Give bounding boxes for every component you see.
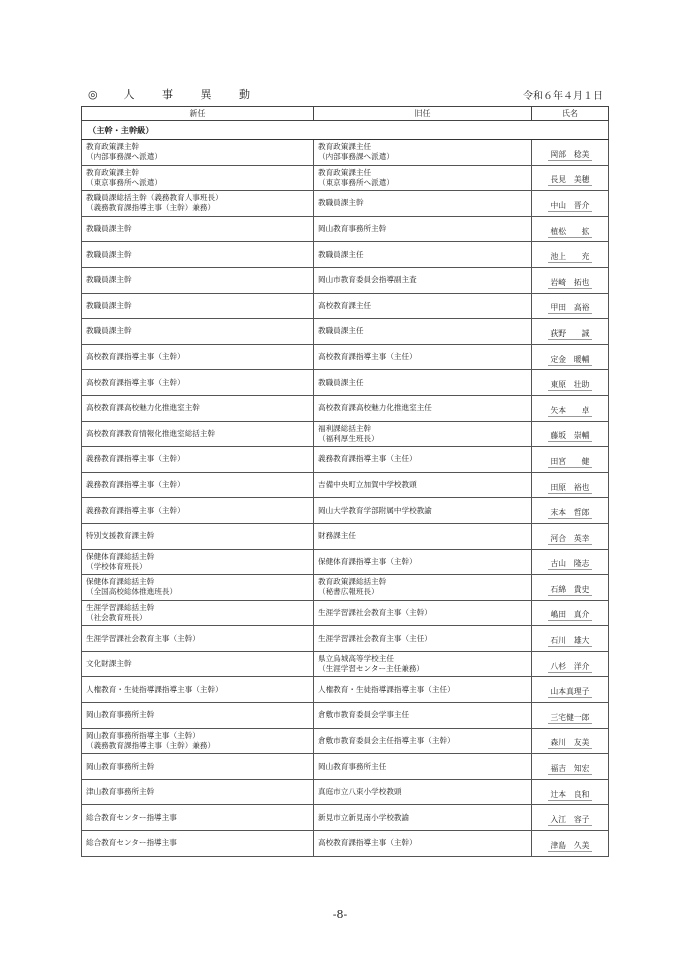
new-position-cell-line: （東京事務所へ派遣） [86,177,162,187]
new-position-cell-line: （義務教育課指導主事（主幹）兼務） [86,740,216,750]
old-position-cell [314,498,532,524]
person-name: 末本 哲郎 [548,508,593,519]
table-row [82,549,609,575]
old-position-cell-line: 教職員課主任 [318,249,364,259]
table-row [82,370,609,396]
old-position-cell-line: 教職員課主任 [318,377,364,387]
new-position-cell-line: 教育政策課主幹 [86,142,140,152]
person-name-cell [532,242,609,268]
person-name: 石川 雄大 [548,636,593,647]
table-row [82,523,609,549]
table-row [82,677,609,703]
new-position-cell [82,754,314,780]
person-name-cell [532,831,609,857]
table-header-row [82,107,609,121]
person-name-cell [532,140,609,166]
person-name-cell [532,498,609,524]
new-position-cell-line: 生涯学習課総括主幹 [86,602,155,612]
new-position-cell [82,498,314,524]
person-name: 甲田 高裕 [548,303,593,314]
old-position-cell-line: 真庭市立八束小学校教頭 [318,787,402,797]
title-char: 人 [123,88,135,101]
old-position-cell-line: 高校教育課指導主事（主幹） [318,838,417,848]
person-name: 荻野 誠 [548,329,593,340]
new-position-cell-line: 保健体育課総括主幹 [86,577,155,587]
table-row [82,267,609,293]
new-position-cell [82,319,314,345]
new-position-cell-line: 特別支援教育課主幹 [86,531,155,541]
table-row [82,703,609,729]
old-position-cell [314,242,532,268]
new-position-cell [82,216,314,242]
person-name-cell [532,626,609,652]
person-name-cell [532,677,609,703]
new-position-cell [82,831,314,857]
new-position-cell-line: 高校教育課教育情報化推進室総括主幹 [86,428,216,438]
person-name-cell [532,703,609,729]
old-position-cell-line: （福利厚生班長） [318,433,379,443]
person-name: 藤坂 崇輔 [548,431,593,442]
person-name-cell [532,191,609,217]
old-position-cell [314,216,532,242]
double-circle-icon: ◎ [88,88,98,101]
new-position-cell [82,140,314,166]
new-position-cell [82,549,314,575]
new-position-cell-line: 教職員課主幹 [86,300,132,310]
old-position-cell-line: 新見市立新見南小学校教諭 [318,812,410,822]
old-position-cell-line: （東京事務所へ派遣） [318,177,394,187]
new-position-cell-line: 義務教育課指導主事（主幹） [86,454,185,464]
old-position-cell [314,472,532,498]
table-row [82,805,609,831]
person-name: 定金 暖輔 [548,355,593,366]
old-position-cell-line: 倉敷市教育委員会主任指導主事（主幹） [318,735,455,745]
new-position-cell-line: 岡山教育事務所主幹 [86,710,155,720]
old-position-cell-line: 福利課総括主幹 [318,423,372,433]
new-position-cell [82,805,314,831]
table-row [82,447,609,473]
new-position-cell-line: 文化財課主幹 [86,659,132,669]
table-row [82,293,609,319]
table-row [82,421,609,447]
new-position-cell-line: 教職員課主幹 [86,249,132,259]
new-position-cell-line: 教職員課主幹 [86,224,132,234]
old-position-cell [314,677,532,703]
personnel-table [81,106,609,857]
person-name-cell [532,216,609,242]
person-name: 田原 裕也 [548,483,593,494]
person-name-cell [532,523,609,549]
old-position-cell-line: 教職員課主幹 [318,198,364,208]
old-position-cell-line: 高校教育課指導主事（主任） [318,352,417,362]
new-position-cell-line: 教職員課総括主幹（義務教育人事班長） [86,193,223,203]
person-name-cell [532,805,609,831]
old-position-cell-line: 岡山大学教育学部附属中学校教諭 [318,505,432,515]
old-position-cell-line: 岡山市教育委員会指導副主査 [318,275,417,285]
old-position-cell-line: 教育政策課総括主幹 [318,577,387,587]
old-position-cell [314,421,532,447]
person-name-cell [532,651,609,677]
new-position-cell-line: 総合教育センター指導主事 [86,838,177,848]
old-position-cell-line: 吉備中央町立加賀中学校教頭 [318,480,417,490]
old-position-cell [314,805,532,831]
old-position-cell [314,395,532,421]
person-name-cell [532,344,609,370]
table-row [82,779,609,805]
person-name-cell [532,421,609,447]
old-position-cell-line: 教育政策課主任 [318,142,372,152]
new-position-cell [82,703,314,729]
person-name-cell [532,472,609,498]
new-position-cell-line: （学校体育班長） [86,561,147,571]
old-position-cell [314,779,532,805]
old-position-cell-line: 義務教育課指導主事（主任） [318,454,417,464]
person-name-cell [532,779,609,805]
person-name: 田宮 健 [548,457,593,468]
old-position-cell [314,165,532,191]
document-date: 令和６年４月１日 [523,91,603,102]
new-position-cell [82,523,314,549]
person-name: 東原 壮助 [548,380,593,391]
person-name: 山本真理子 [548,687,593,698]
old-position-cell [314,626,532,652]
person-name-cell [532,575,609,601]
table-row [82,140,609,166]
table-row [82,216,609,242]
table-row [82,626,609,652]
old-position-cell-line: 岡山教育事務所主任 [318,761,387,771]
new-position-cell [82,600,314,626]
person-name: 矢本 卓 [548,406,593,417]
table-row [82,395,609,421]
table-row [82,728,609,754]
old-position-cell-line: 岡山教育事務所主幹 [318,224,387,234]
category-row [82,121,609,140]
old-position-cell-line: 倉敷市教育委員会学事主任 [318,710,410,720]
new-position-cell-line: 保健体育課総括主幹 [86,551,155,561]
new-position-cell-line: 高校教育課高校魅力化推進室主幹 [86,403,200,413]
table-row [82,651,609,677]
old-position-cell [314,344,532,370]
person-name-cell [532,447,609,473]
old-position-cell [314,549,532,575]
old-position-cell [314,267,532,293]
table-row [82,831,609,857]
person-name-cell [532,370,609,396]
person-name-cell [532,549,609,575]
person-name: 長見 美穂 [548,175,593,186]
new-position-cell-line: 津山教育事務所主幹 [86,787,155,797]
old-position-cell [314,447,532,473]
old-position-cell-line: 高校教育課高校魅力化推進室主任 [318,403,432,413]
person-name: 石綿 貴史 [548,585,593,596]
old-position-cell [314,191,532,217]
old-position-cell [314,319,532,345]
new-position-cell-line: （内部事務課へ派遣） [86,152,162,162]
new-position-cell [82,677,314,703]
new-position-cell-line: 高校教育課指導主事（主幹） [86,352,185,362]
table-row [82,575,609,601]
new-position-cell [82,344,314,370]
new-position-cell [82,779,314,805]
person-name: 古山 隆志 [548,559,593,570]
new-position-cell-line: 生涯学習課社会教育主事（主幹） [86,633,200,643]
new-position-cell-line: 教職員課主幹 [86,275,132,285]
new-position-cell-line: 岡山教育事務所指導主事（主幹） [86,730,200,740]
old-position-cell-line: 人権教育・生徒指導課指導主事（主任） [318,684,455,694]
table-row [82,472,609,498]
new-position-cell-line: 高校教育課指導主事（主幹） [86,377,185,387]
person-name-cell [532,395,609,421]
table-row [82,191,609,217]
new-position-cell [82,728,314,754]
new-position-cell [82,242,314,268]
table-row [82,165,609,191]
old-position-cell-line: （内部事務課へ派遣） [318,152,394,162]
old-position-cell [314,728,532,754]
new-position-cell [82,370,314,396]
person-name: 岩崎 拓也 [548,278,593,289]
new-position-cell [82,651,314,677]
old-position-cell-line: 生涯学習課社会教育主事（主幹） [318,607,432,617]
new-position-cell-line: 総合教育センター指導主事 [86,812,177,822]
new-position-cell [82,165,314,191]
table-row [82,498,609,524]
new-position-cell [82,191,314,217]
old-position-cell-line: 県立烏城高等学校主任 [318,654,394,664]
person-name-cell [532,728,609,754]
person-name-cell [532,293,609,319]
table-row [82,344,609,370]
person-name: 嶋田 真介 [548,610,593,621]
old-position-cell [314,140,532,166]
new-position-cell-line: 義務教育課指導主事（主幹） [86,480,185,490]
new-position-cell [82,472,314,498]
old-position-cell [314,370,532,396]
person-name: 福吉 知宏 [548,764,593,775]
person-name: 八杉 洋介 [548,662,593,673]
old-position-cell-line: （生涯学習センター主任兼務） [318,664,425,674]
new-position-cell-line: 教職員課主幹 [86,326,132,336]
old-position-cell [314,703,532,729]
new-position-cell-line: 義務教育課指導主事（主幹） [86,505,185,515]
old-position-cell-line: 教職員課主任 [318,326,364,336]
table-row [82,319,609,345]
new-position-cell [82,395,314,421]
old-position-cell-line: （秘書広報班長） [318,587,379,597]
person-name: 中山 晋介 [548,201,593,212]
column-header-new: 新任 [82,107,314,121]
new-position-cell-line: （全国高校総体推進班長） [86,587,178,597]
new-position-cell-line: 教育政策課主幹 [86,167,140,177]
old-position-cell [314,600,532,626]
old-position-cell-line: 高校教育課主任 [318,300,372,310]
person-name: 森川 友美 [548,738,593,749]
new-position-cell-line: 人権教育・生徒指導課指導主事（主幹） [86,684,223,694]
title-char: 異 [200,88,212,101]
old-position-cell [314,754,532,780]
title-char: 事 [162,88,173,101]
person-name: 河合 英幸 [548,534,593,545]
person-name: 岡部 稔美 [548,150,593,161]
new-position-cell-line: （義務教育課指導主事（主幹）兼務） [86,203,216,213]
column-header-name: 氏名 [532,107,609,121]
person-name: 植松 拡 [548,227,593,238]
old-position-cell [314,575,532,601]
new-position-cell [82,293,314,319]
old-position-cell [314,831,532,857]
person-name-cell [532,267,609,293]
category-label: （主幹・主幹級） [82,121,609,140]
table-row [82,242,609,268]
new-position-cell [82,575,314,601]
old-position-cell-line: 教育政策課主任 [318,167,372,177]
person-name-cell [532,754,609,780]
old-position-cell [314,523,532,549]
person-name: 入江 容子 [548,815,593,826]
new-position-cell-line: （社会教育班長） [86,612,147,622]
person-name: 三宅健一郎 [548,713,593,724]
person-name: 辻本 良和 [548,790,593,801]
person-name: 津島 久美 [548,841,593,852]
title-char: 動 [239,88,250,101]
new-position-cell [82,267,314,293]
person-name: 池上 充 [548,252,593,263]
new-position-cell [82,421,314,447]
person-name-cell [532,165,609,191]
person-name-cell [532,319,609,345]
table-row [82,754,609,780]
page-number: -8- [332,908,348,921]
new-position-cell [82,626,314,652]
column-header-old: 旧任 [314,107,532,121]
new-position-cell-line: 岡山教育事務所主幹 [86,761,155,771]
old-position-cell-line: 生涯学習課社会教育主事（主任） [318,633,432,643]
new-position-cell [82,447,314,473]
old-position-cell-line: 保健体育課指導主事（主幹） [318,556,417,566]
person-name-cell [532,600,609,626]
table-row [82,600,609,626]
old-position-cell [314,651,532,677]
old-position-cell [314,293,532,319]
old-position-cell-line: 財務課主任 [318,531,356,541]
document-title [88,86,274,102]
